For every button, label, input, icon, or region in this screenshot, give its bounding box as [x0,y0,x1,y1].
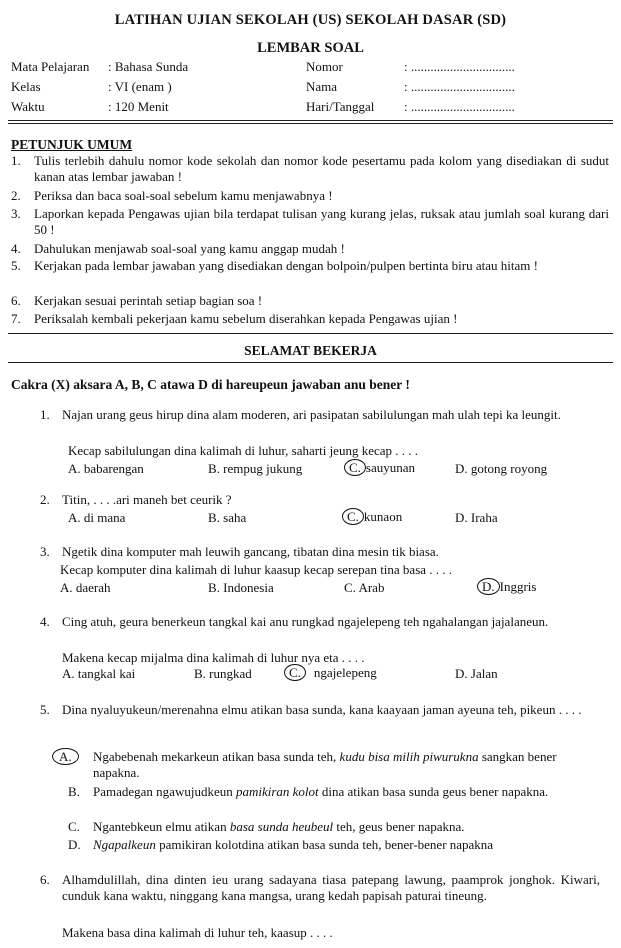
general-item: 5. Kerjakan pada lembar jawaban yang disediakan dengan bolpoin/pulpen bertinta biru atau hitam ! [11,258,538,273]
answer-circle-mark: C. [344,459,366,476]
general-item: 2. Periksa dan baca soal-soal sebelum kamu menjawabnya ! [11,188,333,203]
field-label-date: Hari/Tanggal [306,99,375,114]
field-value-number: : ................................ [404,59,515,74]
greeting-heading: SELAMAT BEKERJA [244,343,377,358]
general-item: 7. Periksalah kembali pekerjaan kamu sebelum diserahkan kepada Pengawas ujian ! [11,311,458,326]
option-d[interactable]: D. Ngapalkeun pamikiran kolotdina atikan basa sunda teh, bener-bener napakna [68,837,494,852]
option-b[interactable]: B. rungkad [194,666,252,681]
question-4-prompt: Makena kecap mijalma dina kalimah di luhur nya eta . . . . [62,650,365,665]
exam-subtitle: LEMBAR SOAL [257,40,364,56]
option-d[interactable]: D. Jalan [455,666,498,681]
field-label-number: Nomor [306,59,343,74]
option-a-selected[interactable]: A. Ngabebenah mekarkeun atikan basa sunda teh, kudu bisa milih piwurukna sangkan bener napakna. [68,749,598,783]
answer-circle-mark: C. [342,508,364,525]
general-item: 1. Tulis terlebih dahulu nomor kode sekolah dan nomor kode pesertamu pada kolom yang disediakan di sudut kanan atas lembar jawaban ! [11,153,609,184]
header-divider [8,120,613,124]
question-6: 6. Alhamdulillah, dina dinten ieu urang sadayana tiasa patepang lawung, paamprok jonghok. Kiwari, cunduk kana waktu, ninggang kana mangsa, urang kedah papisah paturai tineung. [40,872,600,903]
field-label-name: Nama [306,79,338,94]
option-d[interactable]: D. gotong royong [455,461,548,476]
question-2: 2. Titin, . . . .ari maneh bet ceurik ? [40,492,232,507]
question-1-prompt: Kecap sabilulungan dina kalimah di luhur, saharti jeung kecap . . . . [68,443,419,458]
answer-circle-mark: C. [284,664,306,681]
option-a[interactable]: A. tangkal kai [62,666,136,681]
answer-circle-mark: D. [477,578,500,595]
option-a[interactable]: A. babarengan [68,461,144,476]
exam-title: LATIHAN UJIAN SEKOLAH (US) SEKOLAH DASAR (SD) [114,12,507,28]
field-label-subject: Mata Pelajaran [11,59,90,74]
general-item: 3. Laporkan kepada Pengawas ujian bila terdapat tulisan yang kurang jelas, ruksak atau jumlah soal kurang dari 50 ! [11,206,609,237]
option-b[interactable]: B. Indonesia [208,580,274,595]
field-value-class: : VI (enam ) [108,79,172,94]
option-a[interactable]: A. di mana [68,510,126,525]
general-item: 4. Dahulukan menjawab soal-soal yang kamu anggap mudah ! [11,241,345,256]
instructions-divider [8,333,613,334]
option-a[interactable]: A. daerah [60,580,111,595]
field-value-name: : ................................ [404,79,515,94]
option-c-selected[interactable]: C. ngajelepeng [290,664,377,681]
field-label-class: Kelas [11,79,41,94]
answer-circle-mark: A. [52,748,79,765]
option-c-selected[interactable]: C. kunaon [348,508,402,525]
question-1: 1. Najan urang geus hirup dina alam moderen, ari pasipatan sabilulungan mah ulah tepi ka leungit. [40,407,561,422]
option-c-selected[interactable]: C. sauyunan [350,459,415,476]
answer-instruction: Cakra (X) aksara A, B, C atawa D di hareupeun jawaban anu bener ! [11,377,410,392]
question-6-prompt: Makena basa dina kalimah di luhur teh, kaasup . . . . [62,925,333,940]
question-3-prompt: Kecap komputer dina kalimah di luhur kaasup kecap serepan tina basa . . . . [60,562,453,577]
option-b[interactable]: B. saha [208,510,247,525]
question-4: 4. Cing atuh, geura benerkeun tangkal kai anu rungkad ngajelepeng teh ngahalangan jajalaneun. [40,614,549,629]
general-instructions-title: PETUNJUK UMUM [11,137,133,152]
option-c[interactable]: C. Arab [344,580,385,595]
option-d-selected[interactable]: D. Inggris [483,578,536,595]
option-d[interactable]: D. Iraha [455,510,498,525]
field-value-subject: : Bahasa Sunda [108,59,189,74]
question-5: 5. Dina nyaluyukeun/merenahna elmu atikan basa sunda, kana kaayaan jaman ayeuna teh, pikeun . . . . [40,702,582,717]
field-label-time: Waktu [11,99,45,114]
option-c[interactable]: C. Ngantebkeun elmu atikan basa sunda heubeul teh, geus bener napakna. [68,819,465,834]
option-b[interactable]: B. rempug jukung [208,461,303,476]
greeting-divider [8,362,613,363]
general-item: 6. Kerjakan sesuai perintah setiap bagian soa ! [11,293,263,308]
field-value-date: : ................................ [404,99,515,114]
option-b[interactable]: B. Pamadegan ngawujudkeun pamikiran kolot dina atikan basa sunda geus bener napakna. [68,784,549,799]
field-value-time: : 120 Menit [108,99,169,114]
question-3: 3. Ngetik dina komputer mah leuwih gancang, tibatan dina mesin tik biasa. [40,544,439,559]
